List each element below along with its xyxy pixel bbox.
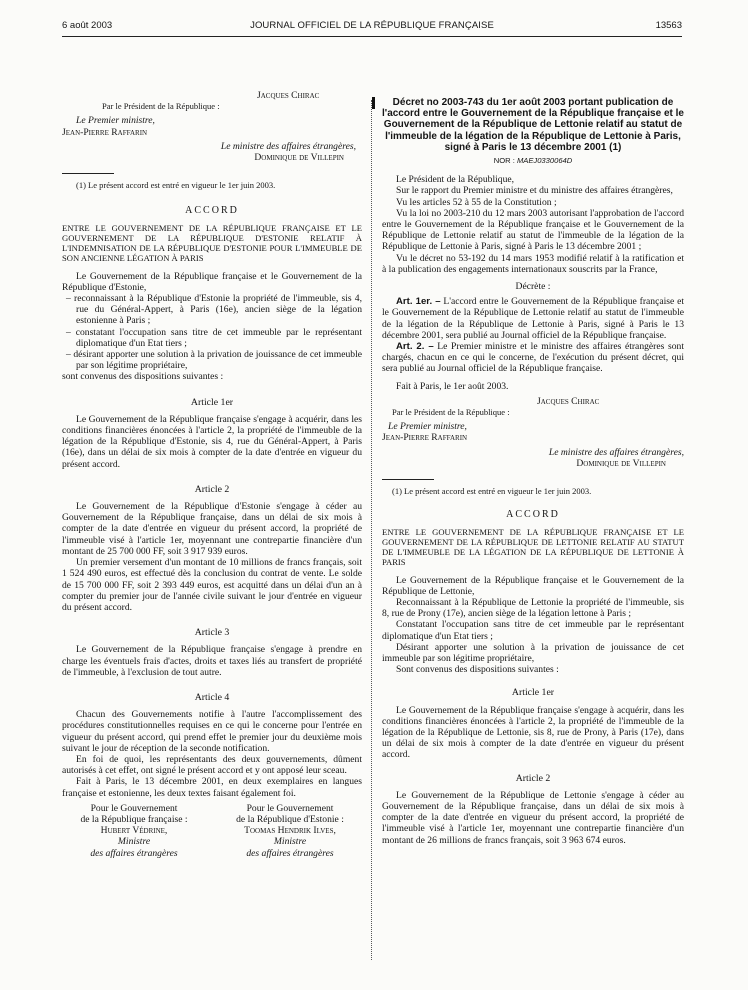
journal-title: JOURNAL OFFICIEL DE LA RÉPUBLIQUE FRANÇAISE [250,20,494,31]
decree-article-2-text: Le Premier ministre et le ministre des affaires étrangères sont chargés, chacun en ce qui le concerne, de l'exécution du présent décret, qui sera publié au Journal officiel de la République française. [382,341,684,375]
signatures [62,803,362,859]
article-4-para-3: Fait à Paris, le 13 décembre 2001, en deux exemplaires en langues française et estonienne, les deux textes faisant également foi. [62,776,362,799]
article-2-para-1: Le Gouvernement de la République d'Estonie s'engage à céder au Gouvernement de la République française, dans un délai de six mois à compter de la date d'entrée en vigueur du présent accord, la propriété de l'immeuble visé à l'article 1er, moyennant une contrepartie financière d'un montant de 25 700 000 FF, soit 3 917 939 euros. [62,501,362,557]
pm-name: Jean-Pierre Raffarin [382,432,468,444]
pm-title: Le Premier ministre, [76,115,155,127]
decrete: Décrète : [515,281,551,293]
decree-article-2 [382,341,684,375]
article-2-para-2: Un premier versement d'un montant de 10 millions de francs français, soit 1 524 490 euros, est effectué dès la conclusion du contrat de vente. Le solde de 15 700 000 FF, soit 2 393 449 euros, est acquitté dans un délai d'un an à compter du premier jour de l'année civile suivant le jour d'entrée en vigueur du présent accord. [62,557,362,613]
considerant-2: – constatant l'occupation sans titre de cet immeuble par le représentant diplomatique d'un Etat tiers ; [66,326,362,349]
sig-fr-role-2: des affaires étrangères [90,847,178,859]
visa-constitution: Vu les articles 52 à 55 de la Constitution ; [396,196,557,208]
nor-code: MAEJ0330064D [516,156,573,166]
preamble: Le Gouvernement de la République française et le Gouvernement de la République d'Estonie, [62,270,362,293]
new-text-marker [372,97,375,109]
article-2-heading: Article 2 [515,772,551,784]
page-header [62,20,682,34]
page-number: 13563 [655,20,682,31]
accord-heading: ACCORD [185,205,239,217]
left-column [62,90,362,859]
sig-ee-name: Toomas Hendrik Ilves, [244,825,336,837]
sig-fr-role-1: Ministre [117,836,151,848]
considerant-1: – reconnaissant à la République d'Estonie la propriété de l'immeuble, sis 4, rue du Général-Appert, à Paris (16e), ancien siège de la légation estonienne à Paris ; [66,293,362,327]
par-president: Par le Président de la République : [392,407,510,418]
decree-article-1 [382,296,684,341]
sig-ee-role-1: Ministre [273,836,307,848]
signature-france [62,803,206,859]
article-1-text: Le Gouvernement de la République française s'engage à acquérir, dans les conditions financières énoncées à l'article 2, la propriété de l'immeuble de la légation de la République d'Estonie, sis 4, rue du Général-Appert, à Paris (16e), dans un délai de six mois à compter de la date d'entrée en vigueur du présent accord. [62,413,362,470]
sig-fr-line-2: de la République française : [80,813,188,825]
article-2-heading: Article 2 [194,483,230,495]
considerant-2: Constatant l'occupation sans titre de cet immeuble par le représentant diplomatique d'un Etat tiers ; [382,619,684,642]
sig-ee-line-2: de la République d'Estonie : [236,813,344,825]
decree-title: Décret no 2003-743 du 1er août 2003 portant publication de l'accord entre le Gouvernement de la République française et le Gouvernement de la République de Lettonie relatif au statut de l'immeuble de la légation de la République de Lettonie à Paris, signé à Paris le 13 décembre 2001 (1) [382,97,684,153]
article-3-heading: Article 3 [194,627,230,639]
sig-fr-line-1: Pour le Gouvernement [90,802,178,814]
pm-name: Jean-Pierre Raffarin [62,126,148,138]
accord-title: ENTRE LE GOUVERNEMENT DE LA RÉPUBLIQUE FRANÇAISE ET LE GOUVERNEMENT DE LA RÉPUBLIQUE DE LETTONIE RELATIF AU STATUT DE L'IMMEUBLE DE LA LÉGATION DE LA RÉPUBLIQUE DE LETTONIE À PARIS [382,526,684,567]
mae-name: Dominique de Villepin [576,457,666,469]
right-column [382,97,684,846]
considerant-3: Désirant apporter une solution à la privation de jouissance de cet immeuble par son légitime propriétaire, [382,641,684,664]
signature-president: Jacques Chirac [257,90,320,101]
signature-estonia [218,803,362,859]
considerant-1: Reconnaissant à la République de Lettonie la propriété de l'immeuble, sis 8, rue de Prony (17e), ancien siège de la légation lettone à Paris ; [382,596,684,620]
footnote: (1) Le présent accord est entré en vigueur le 1er juin 2003. [76,180,276,191]
mae-title: Le ministre des affaires étrangères, [220,140,356,152]
nor-reference [382,155,684,166]
visa-rapport: Sur le rapport du Premier ministre et du ministre des affaires étrangères, [396,185,673,197]
article-1-text: Le Gouvernement de la République française s'engage à acquérir, dans les conditions financières énoncées à l'article 2, la propriété de l'immeuble de la légation de la République de Lettonie, sis 8, rue de Prony, à Paris (17e), dans un délai de six mois à compter de la date d'entrée en vigueur du présent accord. [382,704,684,761]
footnote-rule [62,173,114,174]
header-date: 6 août 2003 [62,20,113,31]
pm-title: Le Premier ministre, [388,421,467,433]
column-separator [371,100,372,960]
visa-loi: Vu la loi no 2003-210 du 12 mars 2003 autorisant l'approbation de l'accord entre le Gouvernement de la République française et le Gouvernement de la République de Lettonie relatif au statut de l'immeuble de la légation de la République de Lettonie à Paris, signé à Paris le 13 décembre 2001 ; [382,207,684,253]
decree-article-1-text: L'accord entre le Gouvernement de la République française et le Gouvernement de la République de Lettonie relatif au statut de l'immeuble de la légation de la République de Lettonie à Paris, signé à Paris le 13 décembre 2001, sera publié au Journal officiel de la République française. [382,296,684,341]
decree-article-1-label: Art. 1er. – [396,296,441,308]
sig-ee-role-2: des affaires étrangères [246,847,334,859]
header-rule [62,36,682,37]
president-line: Le Président de la République, [396,174,515,186]
signature-president: Jacques Chirac [537,395,600,407]
article-4-para-2: En foi de quoi, les représentants des deux gouvernements, dûment autorisés à cet effet, ont signé le présent accord et y ont apposé leur sceau. [62,753,362,777]
footnote-rule [382,479,434,480]
article-2-text: Le Gouvernement de la République de Lettonie s'engage à céder au Gouvernement de la République française, dans un délai de six mois à compter de la date d'entrée en vigueur du présent accord, la propriété de l'immeuble visé à l'article 1er, moyennant une contrepartie financière d'un montant de 26 millions de francs français, soit 3 963 674 euros. [382,789,684,846]
par-president: Par le Président de la République : [102,101,220,112]
sig-ee-line-1: Pour le Gouvernement [246,802,334,814]
fait-a-paris: Fait à Paris, le 1er août 2003. [396,380,509,392]
article-1-heading: Article 1er [511,687,555,699]
footnote: (1) Le présent accord est entré en vigueur le 1er juin 2003. [392,486,592,497]
visa-decret: Vu le décret no 53-192 du 14 mars 1953 modifié relatif à la ratification et à la publication des engagements internationaux souscrits par la France, [382,252,684,275]
accord-heading: ACCORD [506,509,560,521]
accord-title: ENTRE LE GOUVERNEMENT DE LA RÉPUBLIQUE FRANÇAISE ET LE GOUVERNEMENT DE LA RÉPUBLIQUE D'ESTONIE RELATIF À L'INDEMNISATION DE LA RÉPUBLIQUE D'ESTONIE POUR L'IMMEUBLE DE SON ANCIENNE LÉGATION À PARIS [62,222,362,263]
convenus: sont convenus des dispositions suivantes : [62,371,224,383]
article-4-heading: Article 4 [194,691,230,703]
decree-article-2-label: Art. 2. – [396,341,434,353]
preamble: Le Gouvernement de la République française et le Gouvernement de la République de Lettonie, [382,574,684,597]
article-1-heading: Article 1er [190,396,234,408]
convenus: Sont convenus des dispositions suivantes : [396,664,559,676]
nor-label: NOR : [493,156,515,166]
sig-fr-name: Hubert Védrine, [100,825,168,837]
mae-title: Le ministre des affaires étrangères, [548,446,684,458]
article-3-text: Le Gouvernement de la République française s'engage à prendre en charge les éventuels frais d'actes, droits et taxes liés au transfert de propriété de l'immeuble, à l'exclusion de tout autre. [62,644,362,678]
mae-name: Dominique de Villepin [254,152,344,164]
considerant-3: – désirant apporter une solution à la privation de jouissance de cet immeuble par son légitime propriétaire, [66,349,362,372]
article-4-para-1: Chacun des Gouvernements notifie à l'autre l'accomplissement des procédures constitutionnelles requises en ce qui le concerne pour l'entrée en vigueur du présent accord, qui prend effet le premier jour du deuxième mois suivant le jour de réception de la seconde notification. [62,709,362,754]
